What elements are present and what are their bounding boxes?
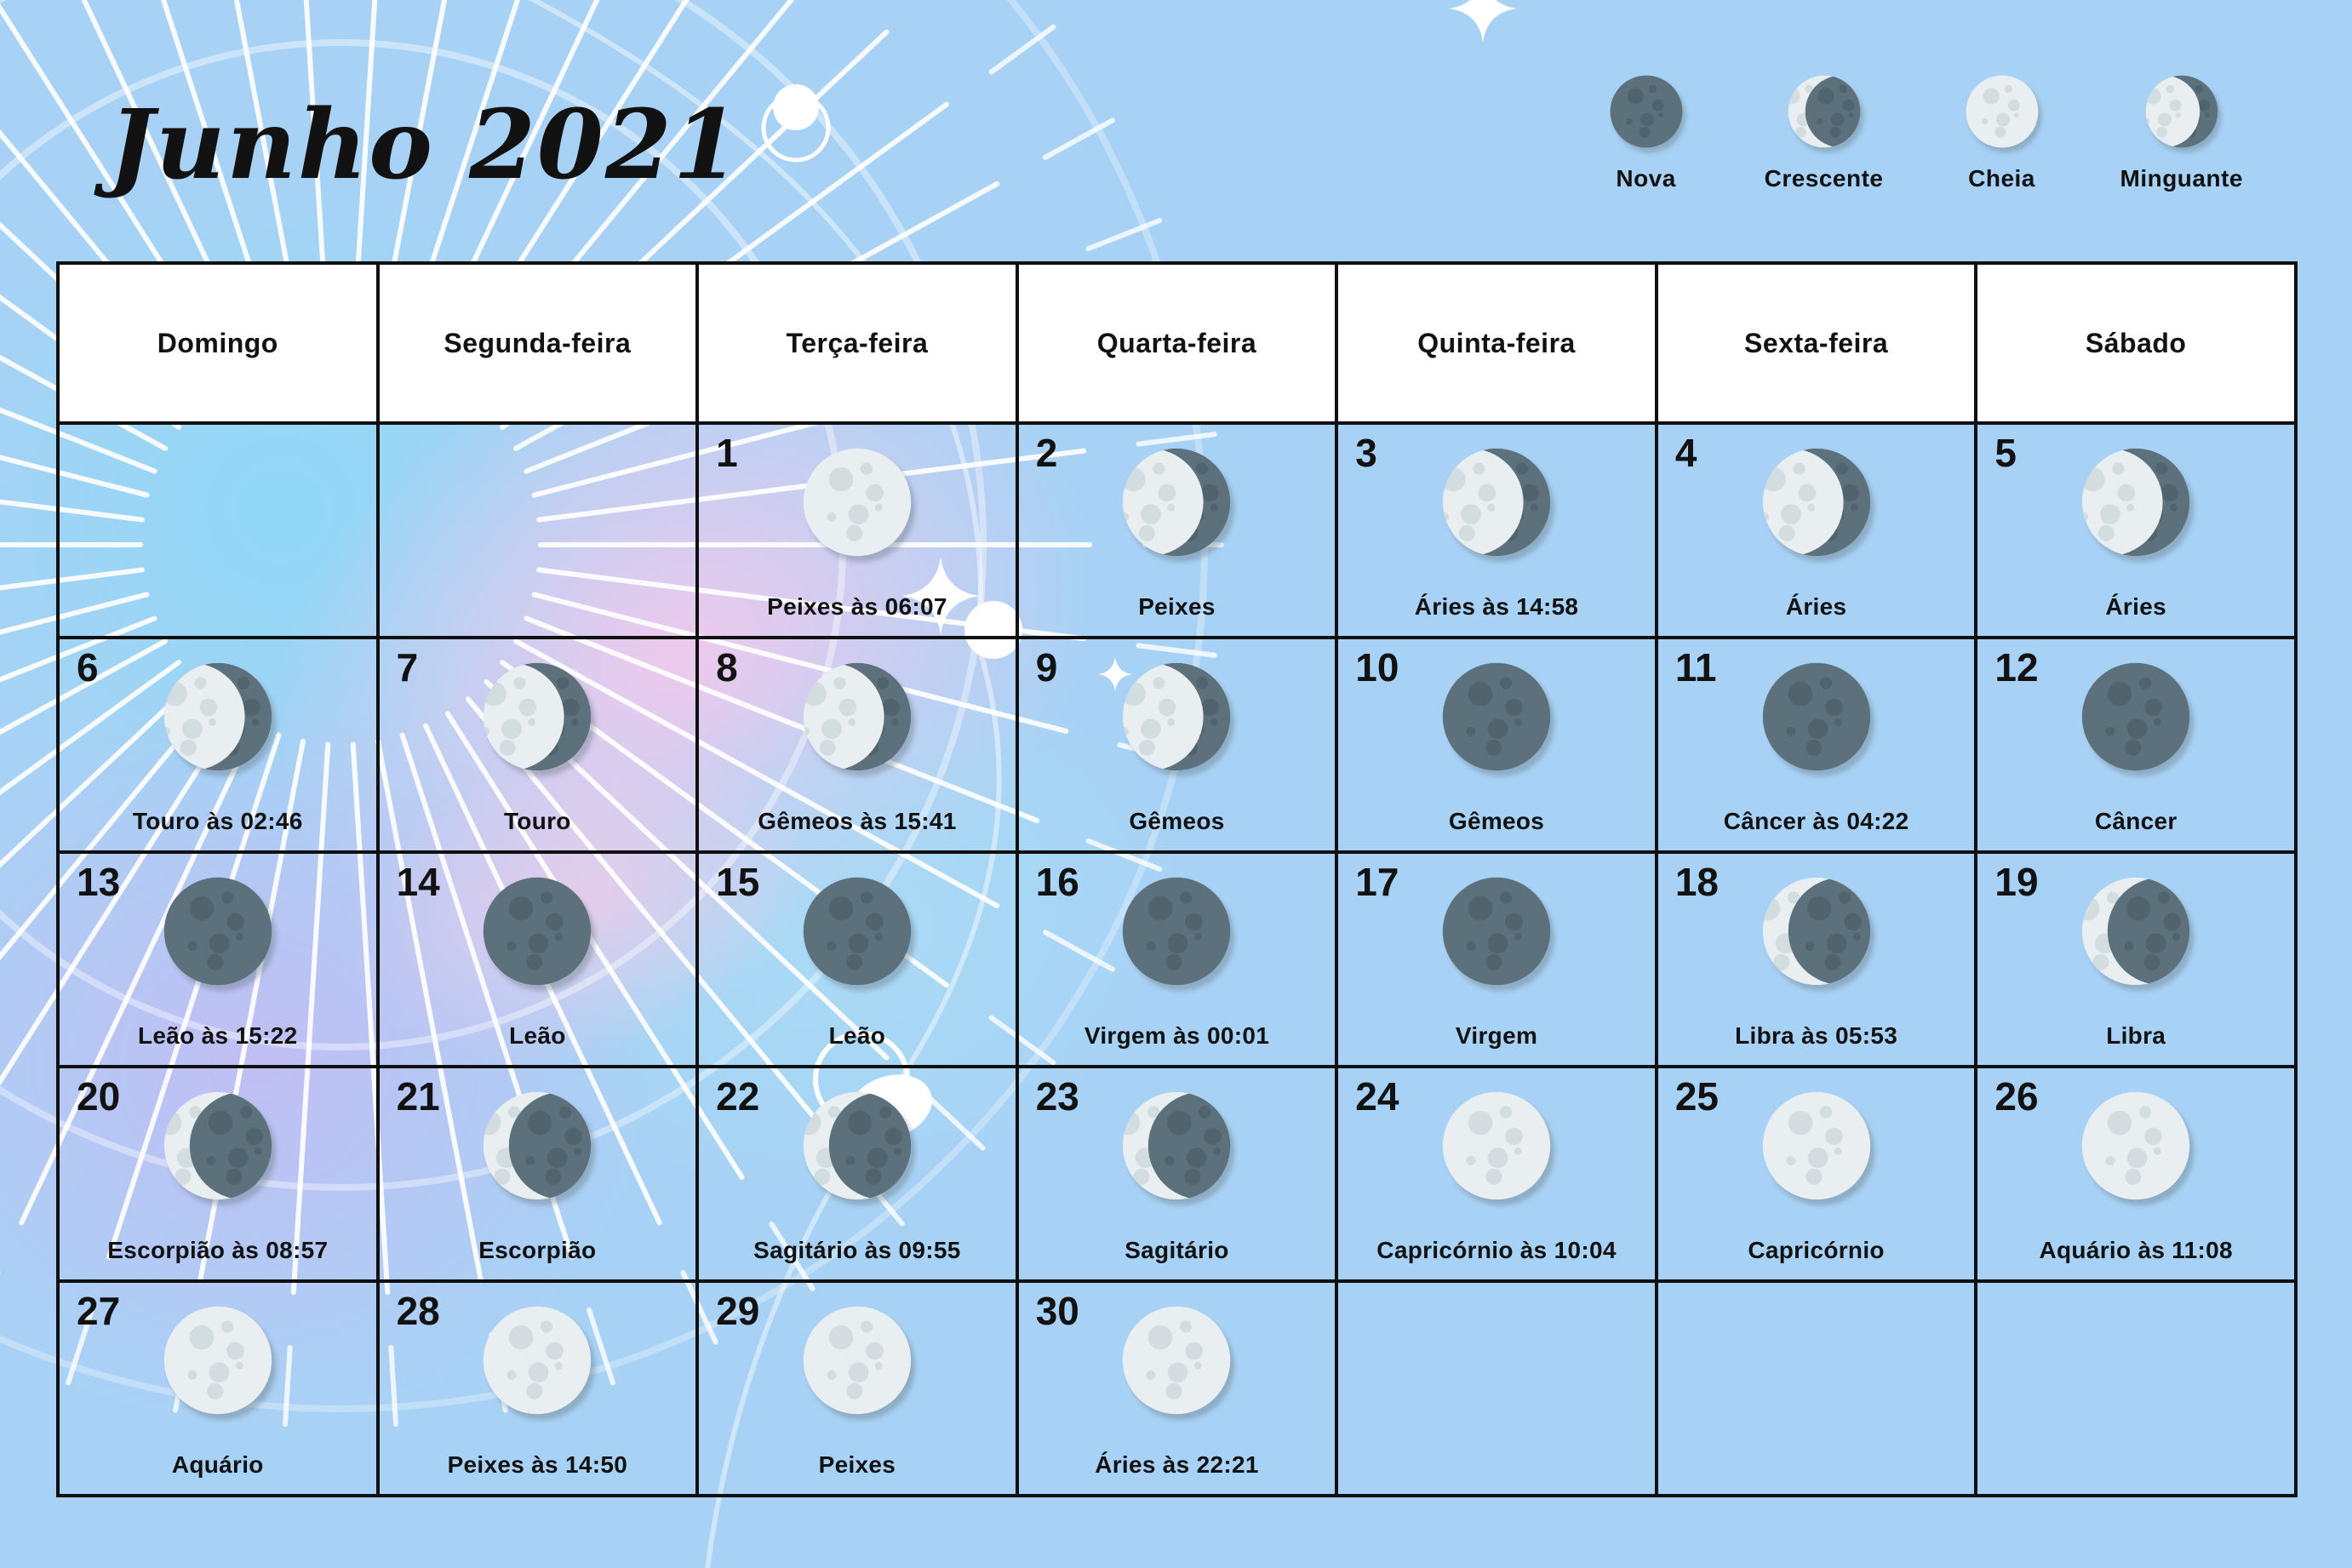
zodiac-label: Libra [2106, 1022, 2166, 1049]
moon-phase-icon [1749, 650, 1884, 784]
weekday-header: Sábado [1976, 263, 2296, 423]
moon-phase-icon [1749, 864, 1884, 999]
calendar-empty-cell [1657, 1281, 1977, 1496]
zodiac-label: Capricórnio às 10:04 [1376, 1237, 1617, 1263]
moon-phase-icon [1429, 650, 1564, 784]
calendar-day-cell [58, 1067, 378, 1281]
legend-item-crescent [1765, 66, 1884, 192]
weekday-header: Quarta-feira [1017, 263, 1337, 423]
calendar-empty-cell [1976, 1281, 2296, 1496]
zodiac-label: Leão [828, 1022, 886, 1049]
moon-phase-icon [470, 864, 604, 999]
moon-phase-icon [1429, 1079, 1564, 1213]
zodiac-label: Áries às 14:58 [1414, 593, 1579, 620]
day-number: 2 [1035, 431, 1058, 475]
day-number: 28 [396, 1289, 440, 1333]
weekday-header-row [58, 263, 2296, 423]
calendar-day-cell [697, 852, 1017, 1067]
calendar-day-cell [1017, 638, 1337, 852]
legend-item-full [1957, 66, 2047, 192]
calendar-day-cell [1657, 852, 1977, 1067]
day-number: 30 [1035, 1289, 1079, 1333]
moon-phase-icon [790, 650, 924, 784]
moon-phase-icon [1779, 66, 1869, 157]
moon-phase-icon [2069, 864, 2203, 999]
day-number: 29 [716, 1289, 760, 1333]
weekday-header: Quinta-feira [1336, 263, 1657, 423]
moon-phase-icon [151, 1079, 285, 1213]
day-number: 20 [77, 1074, 121, 1119]
calendar-day-cell [697, 1281, 1017, 1496]
zodiac-label: Touro às 02:46 [132, 808, 303, 834]
moon-phase-icon [1601, 66, 1691, 157]
moon-phase-icon [790, 1293, 924, 1428]
calendar-day-cell [378, 1067, 698, 1281]
moon-phase-icon [2137, 66, 2227, 157]
day-number: 26 [1994, 1074, 2039, 1119]
calendar-day-cell [58, 852, 378, 1067]
calendar-day-cell [697, 423, 1017, 638]
moon-phase-icon [470, 1293, 604, 1428]
calendar-day-cell [697, 638, 1017, 852]
weekday-header: Segunda-feira [378, 263, 698, 423]
moon-phase-icon [2069, 1079, 2203, 1213]
zodiac-label: Áries [2105, 593, 2166, 620]
calendar-day-cell [1017, 1281, 1337, 1496]
calendar-day-cell [1976, 852, 2296, 1067]
day-number: 10 [1355, 645, 1399, 690]
calendar-day-cell [58, 638, 378, 852]
calendar-day-cell [1336, 423, 1657, 638]
calendar-empty-cell [378, 423, 698, 638]
weekday-header: Sexta-feira [1657, 263, 1977, 423]
moon-phase-icon [1109, 1079, 1244, 1213]
zodiac-label: Áries às 22:21 [1095, 1451, 1259, 1478]
zodiac-label: Touro [503, 808, 571, 834]
calendar-empty-cell [1336, 1281, 1657, 1496]
moon-phase-icon [1957, 66, 2047, 157]
day-number: 15 [716, 860, 760, 904]
zodiac-label: Aquário [171, 1451, 264, 1478]
calendar-day-cell [1017, 1067, 1337, 1281]
weekday-header: Domingo [58, 263, 378, 423]
calendar-day-cell [378, 638, 698, 852]
day-number: 14 [396, 860, 440, 904]
moon-phase-icon [470, 650, 604, 784]
calendar-day-cell [1657, 1067, 1977, 1281]
calendar-table [56, 261, 2298, 1497]
day-number: 16 [1035, 860, 1079, 904]
moon-phase-icon [790, 435, 924, 569]
zodiac-label: Peixes [1138, 593, 1216, 620]
zodiac-label: Peixes às 06:07 [767, 593, 947, 620]
calendar-day-cell [1976, 423, 2296, 638]
page-title: Junho 2021 [109, 89, 741, 201]
moon-phase-icon [1749, 1079, 1884, 1213]
calendar-empty-cell [58, 423, 378, 638]
calendar-week-row [58, 852, 2296, 1067]
zodiac-label: Gêmeos às 15:41 [758, 808, 957, 834]
day-number: 9 [1035, 645, 1058, 690]
day-number: 19 [1994, 860, 2039, 904]
moon-phase-icon [151, 1293, 285, 1428]
day-number: 4 [1674, 431, 1697, 475]
zodiac-label: Gêmeos [1448, 808, 1545, 834]
zodiac-label: Sagitário [1124, 1237, 1229, 1263]
calendar-week-row [58, 1281, 2296, 1496]
legend-label: Minguante [2120, 165, 2243, 192]
calendar-day-cell [1657, 423, 1977, 638]
moon-phase-icon [1109, 435, 1244, 569]
moon-phase-icon [1109, 1293, 1244, 1428]
zodiac-label: Peixes [818, 1451, 896, 1478]
calendar-day-cell [1336, 638, 1657, 852]
day-number: 8 [716, 645, 738, 690]
moon-phase-icon [1109, 650, 1244, 784]
calendar-day-cell [378, 852, 698, 1067]
weekday-header: Terça-feira [697, 263, 1017, 423]
legend-label: Cheia [1968, 165, 2035, 192]
zodiac-label: Aquário às 11:08 [2039, 1237, 2233, 1263]
calendar-day-cell [1017, 423, 1337, 638]
calendar-week-row [58, 638, 2296, 852]
day-number: 25 [1674, 1074, 1719, 1119]
day-number: 21 [396, 1074, 440, 1119]
zodiac-label: Escorpião às 08:57 [107, 1237, 329, 1263]
calendar-day-cell [1336, 1067, 1657, 1281]
day-number: 27 [77, 1289, 121, 1333]
calendar-day-cell [1017, 852, 1337, 1067]
moon-phase-icon [1429, 435, 1564, 569]
zodiac-label: Áries [1785, 593, 1847, 620]
calendar-day-cell [1976, 638, 2296, 852]
moon-phase-icon [2069, 435, 2203, 569]
zodiac-label: Escorpião [478, 1237, 597, 1263]
legend-item-new [1601, 66, 1691, 192]
day-number: 3 [1355, 431, 1377, 475]
day-number: 1 [716, 431, 738, 475]
zodiac-label: Libra às 05:53 [1735, 1022, 1898, 1049]
calendar-day-cell [58, 1281, 378, 1496]
zodiac-label: Câncer às 04:22 [1723, 808, 1909, 834]
zodiac-label: Câncer [2094, 808, 2177, 834]
calendar-day-cell [378, 1281, 698, 1496]
moon-phase-icon [790, 1079, 924, 1213]
zodiac-label: Virgem [1455, 1022, 1538, 1049]
legend-item-waning [2120, 66, 2244, 192]
day-number: 7 [396, 645, 419, 690]
zodiac-label: Peixes às 14:50 [447, 1451, 628, 1478]
day-number: 17 [1355, 860, 1399, 904]
calendar-day-cell [697, 1067, 1017, 1281]
calendar-day-cell [1657, 638, 1977, 852]
zodiac-label: Virgem às 00:01 [1084, 1022, 1270, 1049]
day-number: 11 [1674, 645, 1717, 690]
calendar-day-cell [1976, 1067, 2296, 1281]
calendar-week-row [58, 1067, 2296, 1281]
calendar-week-row [58, 423, 2296, 638]
zodiac-label: Gêmeos [1129, 808, 1225, 834]
zodiac-label: Sagitário às 09:55 [753, 1237, 961, 1263]
day-number: 22 [716, 1074, 760, 1119]
day-number: 6 [77, 645, 99, 690]
calendar-day-cell [1336, 852, 1657, 1067]
day-number: 18 [1674, 860, 1719, 904]
moon-phase-icon [470, 1079, 604, 1213]
legend-label: Nova [1616, 165, 1676, 192]
moon-phase-icon [1429, 864, 1564, 999]
day-number: 24 [1355, 1074, 1399, 1119]
legend-label: Crescente [1764, 165, 1884, 192]
moon-phase-icon [790, 864, 924, 999]
zodiac-label: Leão às 15:22 [137, 1022, 298, 1049]
day-number: 13 [77, 860, 121, 904]
moon-phase-icon [151, 650, 285, 784]
day-number: 5 [1994, 431, 2017, 475]
day-number: 12 [1994, 645, 2039, 690]
moon-phase-icon [151, 864, 285, 999]
moon-phase-legend [1601, 66, 2243, 192]
zodiac-label: Leão [509, 1022, 566, 1049]
moon-phase-icon [1749, 435, 1884, 569]
moon-phase-icon [1109, 864, 1244, 999]
moon-phase-icon [2069, 650, 2203, 784]
zodiac-label: Capricórnio [1748, 1237, 1885, 1263]
day-number: 23 [1035, 1074, 1079, 1119]
